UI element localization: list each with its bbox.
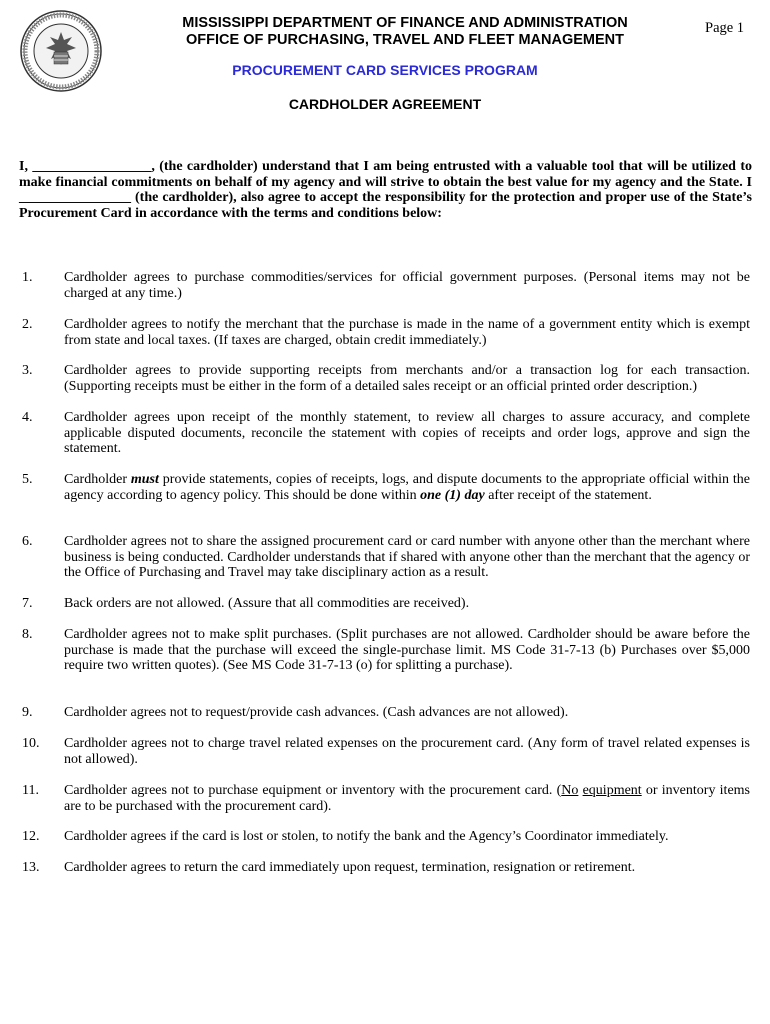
item-number: 3. [22, 363, 33, 378]
document-title: CARDHOLDER AGREEMENT [288, 96, 482, 112]
intro-paragraph [19, 159, 752, 221]
item-number: 4. [22, 410, 33, 425]
item-number: 2. [22, 317, 33, 332]
item-text-part: after receipt of the statement. [484, 487, 652, 503]
item-number: 13. [22, 860, 40, 875]
item-number: 9. [22, 705, 33, 720]
item-text-part: provide statements, copies of receipts, logs, and dispute documents to the appropriate official within the agency according to agency policy. This should be done within [64, 472, 750, 503]
item-number: 11. [22, 783, 39, 798]
item-text: Cardholder agrees not to make split purchases. (Split purchases are not allowed. Cardholder should be aware before the purchase is made that the purchase will exceed the single-purchase limit. MS Code 31-7-13 (b) Purchases over $5,000 require two written quotes). (See MS Code 31-7-13 (o) for splitting a purchase). [64, 627, 750, 674]
item-text: Back orders are not allowed. (Assure that all commodities are received). [64, 596, 470, 611]
item-text: Cardholder agrees upon receipt of the monthly statement, to review all charges to assure accuracy, and complete applicable disputed documents, reconcile the statement with copies of receipts and order logs, approve and sign the statement. [64, 410, 750, 457]
item-number: 7. [22, 596, 33, 611]
emphasis-must: must [130, 472, 159, 487]
item-text: Cardholder agrees to notify the merchant that the purchase is made in the name of a government entity which is exempt from state and local taxes. (If taxes are charged, obtain credit immediately.) [64, 317, 750, 348]
underlined-no: No [561, 783, 579, 798]
item-number: 12. [22, 829, 40, 844]
item-text-part: Cardholder [64, 472, 131, 487]
item-text: Cardholder agrees not to request/provide cash advances. (Cash advances are not allowed). [64, 705, 569, 720]
department-heading: MISSISSIPPI DEPARTMENT OF FINANCE AND ADMINISTRATION [182, 15, 628, 31]
item-text: Cardholder agrees to purchase commodities/services for official government purposes. (Personal items may not be charged at any time.) [64, 270, 750, 301]
item-number: 5. [22, 472, 33, 487]
emphasis-one-day: one (1) day [420, 487, 485, 503]
cardholder-name-blank-1: _________________ [32, 159, 152, 174]
intro-text-1: I, [19, 159, 33, 174]
state-seal-icon [20, 10, 102, 92]
item-text: Cardholder agrees not to charge travel related expenses on the procurement card. (Any form of travel related expenses is not allowed). [64, 736, 750, 767]
item-text: Cardholder agrees if the card is lost or stolen, to notify the bank and the Agency’s Coordinator immediately. [64, 829, 669, 844]
underlined-equipment: equipment [582, 783, 642, 798]
item-number: 10. [22, 736, 40, 751]
item-text-part: Cardholder agrees not to purchase equipment or inventory with the procurement card. ( [64, 783, 562, 798]
item-text [64, 472, 750, 503]
item-number: 1. [22, 270, 33, 285]
cardholder-name-blank-2: ________________ [19, 190, 131, 206]
item-number: 8. [22, 627, 33, 642]
item-text: Cardholder agrees not to share the assigned procurement card or card number with anyone other than the merchant where business is being conducted. Cardholder understands that if shared with anyone other than the merchant that the agency or the Office of Purchasing and Travel may take disciplinary action as a result. [64, 534, 750, 581]
item-number: 6. [22, 534, 33, 549]
program-title: PROCUREMENT CARD SERVICES PROGRAM [232, 62, 538, 78]
intro-text-2: , (the cardholder) understand that I am being entrusted with a valuable tool that will be utilized to make financial commitments on behalf of my agency and will strive to obtain the best value for my agency and the State. I [19, 159, 752, 190]
item-text [64, 783, 750, 814]
office-heading: OFFICE OF PURCHASING, TRAVEL AND FLEET MANAGEMENT [186, 32, 624, 48]
item-text: Cardholder agrees to return the card immediately upon request, termination, resignation or retirement. [64, 860, 636, 875]
page-number: Page 1 [705, 20, 745, 36]
item-text: Cardholder agrees to provide supporting receipts from merchants and/or a transaction log for each transaction. (Supporting receipts must be either in the form of a detailed sales receipt or an official printed order description.) [64, 363, 750, 394]
intro-text-3: (the cardholder), also agree to accept the responsibility for the protection and proper use of the State’s Procurement Card in accordance with the terms and conditions below: [19, 190, 752, 221]
item-text-part: or inventory items are to be purchased with the procurement card). [64, 783, 750, 814]
